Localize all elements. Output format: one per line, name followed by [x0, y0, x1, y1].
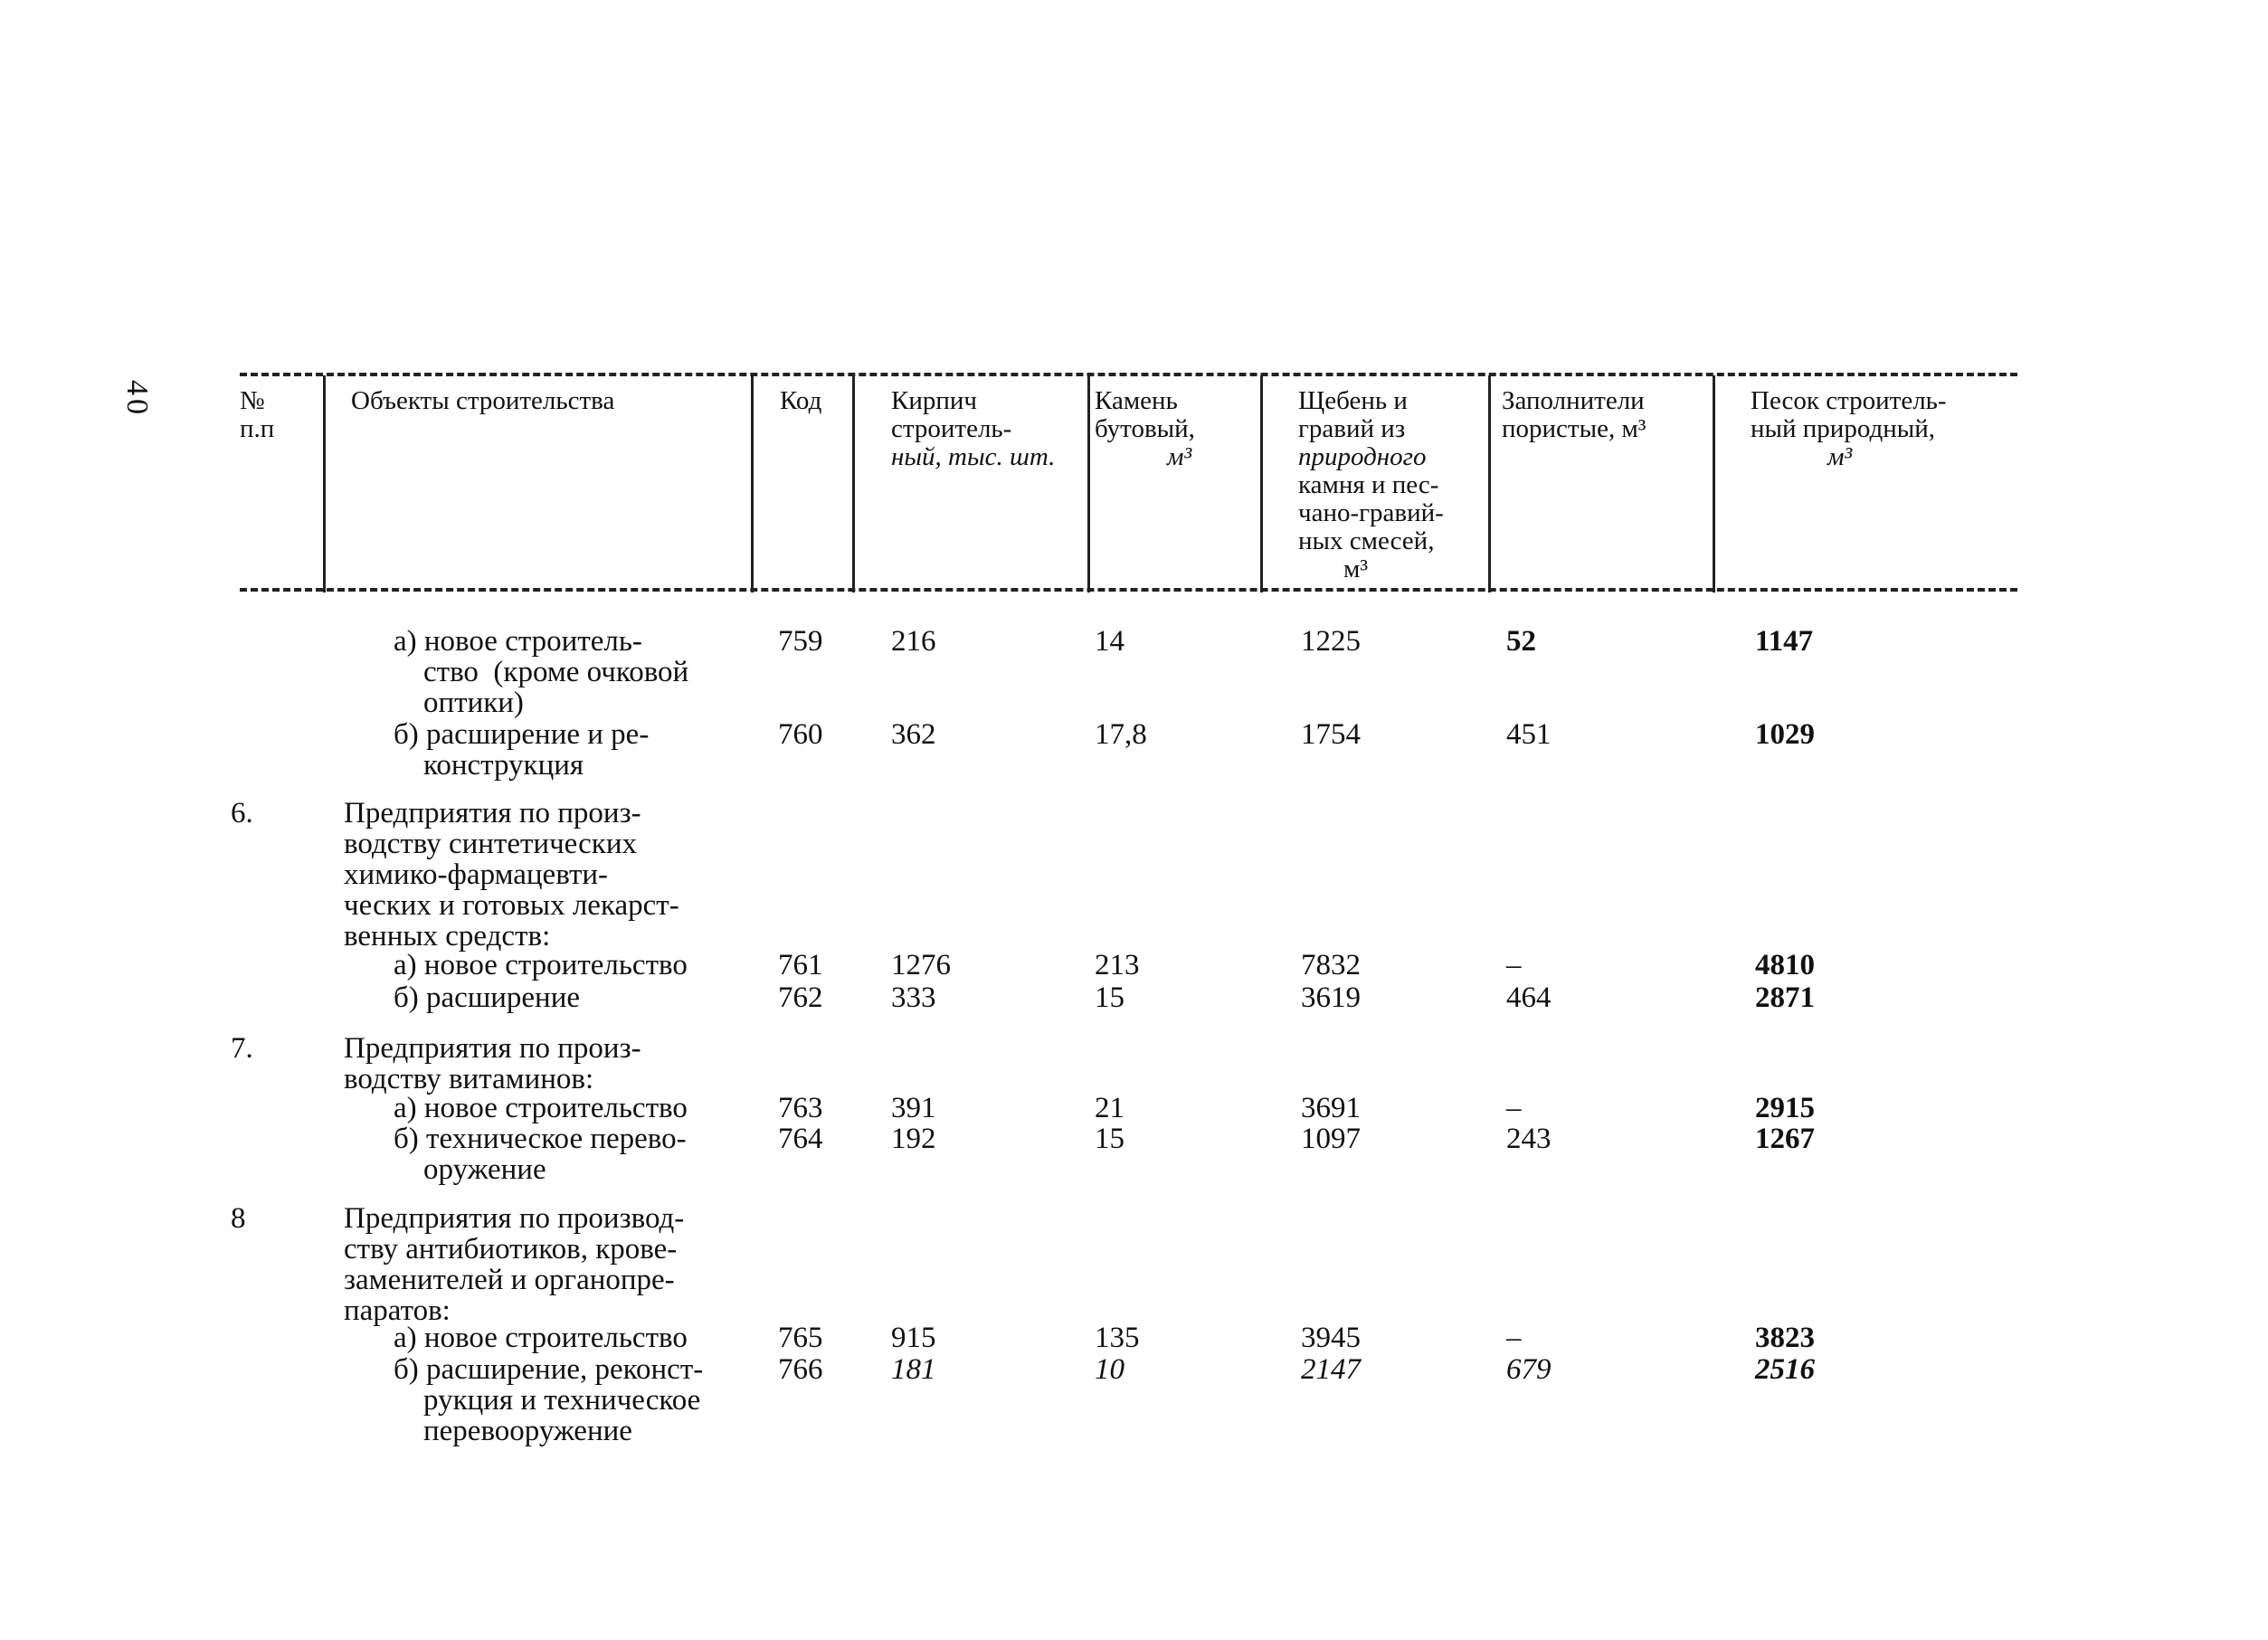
- cell-gravel: 3619: [1301, 981, 1361, 1014]
- cell-code: 762: [778, 981, 823, 1014]
- group-label: Предприятия по произ- водству витаминов:: [344, 1032, 641, 1095]
- row-label: а) новое строительство: [394, 1092, 688, 1124]
- column-divider: [1713, 375, 1715, 592]
- row-label: б) техническое перево- оружение: [394, 1123, 687, 1186]
- cell-stone: 15: [1095, 1123, 1125, 1155]
- header-sand: Песок строитель- ный природный, м³: [1751, 386, 1947, 471]
- row-label: а) новое строительство: [394, 949, 688, 981]
- cell-code: 766: [778, 1353, 823, 1386]
- column-divider: [1087, 375, 1090, 592]
- cell-stone: 21: [1095, 1092, 1125, 1124]
- column-divider: [852, 375, 855, 592]
- header-gravel: Щебень и гравий из природного камня и пес- чано-гравий- ных смесей, м³: [1298, 386, 1444, 583]
- cell-code: 763: [778, 1092, 823, 1124]
- cell-sand: 1147: [1755, 625, 1814, 658]
- header-objects: Объекты строительства: [351, 386, 615, 415]
- cell-code: 759: [778, 625, 823, 658]
- column-divider: [1488, 375, 1491, 592]
- cell-sand: 1029: [1755, 718, 1815, 751]
- header-num: № п.п: [240, 386, 275, 443]
- row-num: 6.: [231, 797, 253, 829]
- cell-stone: 17,8: [1095, 718, 1147, 751]
- cell-brick: 391: [891, 1092, 936, 1124]
- cell-stone: 10: [1095, 1353, 1125, 1386]
- cell-brick: 216: [891, 625, 936, 658]
- cell-stone: 15: [1095, 981, 1125, 1014]
- cell-gravel: 1097: [1301, 1123, 1361, 1155]
- header-brick: Кирпич строитель- ный, тыс. шт.: [891, 386, 1056, 471]
- cell-sand: 4810: [1755, 949, 1815, 981]
- group-label: Предприятия по произ- водству синтетических химико-фармацевти- ческих и готовых лекарст- венных средств:: [344, 797, 679, 953]
- cell-brick: 362: [891, 718, 936, 751]
- cell-stone: 14: [1095, 625, 1125, 658]
- header-code: Код: [780, 386, 822, 415]
- cell-sand: 2915: [1755, 1092, 1815, 1124]
- column-divider: [1260, 375, 1263, 592]
- cell-sand: 2516: [1755, 1353, 1815, 1386]
- cell-filler: –: [1506, 949, 1522, 981]
- cell-sand: 1267: [1755, 1123, 1815, 1155]
- row-label: а) новое строительство: [394, 1322, 688, 1354]
- cell-sand: 3823: [1755, 1322, 1815, 1354]
- cell-gravel: 7832: [1301, 949, 1361, 981]
- row-num: 8: [231, 1202, 246, 1235]
- cell-filler: –: [1506, 1322, 1522, 1354]
- row-label: б) расширение, реконст- рукция и техническое перевооружение: [394, 1353, 704, 1447]
- cell-filler: 679: [1506, 1353, 1552, 1386]
- column-divider: [323, 375, 326, 592]
- cell-gravel: 1225: [1301, 625, 1361, 658]
- row-label: б) расширение: [394, 981, 581, 1014]
- cell-brick: 1276: [891, 949, 951, 981]
- cell-filler: –: [1506, 1092, 1522, 1124]
- cell-gravel: 3691: [1301, 1092, 1361, 1124]
- cell-stone: 213: [1095, 949, 1140, 981]
- cell-filler: 52: [1506, 625, 1536, 658]
- cell-filler: 243: [1506, 1123, 1552, 1155]
- group-label: Предприятия по производ- ству антибиотиков, крове- заменителей и органопре- паратов:: [344, 1202, 685, 1327]
- cell-brick: 333: [891, 981, 936, 1014]
- cell-code: 761: [778, 949, 823, 981]
- header-filler: Заполнители пористые, м³: [1502, 386, 1646, 443]
- row-label: а) новое строитель- ство (кроме очковой оптики): [394, 625, 689, 719]
- cell-filler: 464: [1506, 981, 1552, 1014]
- cell-code: 764: [778, 1123, 823, 1155]
- column-divider: [751, 375, 754, 592]
- cell-brick: 192: [891, 1123, 936, 1155]
- header-top-rule: [240, 373, 2017, 376]
- cell-code: 760: [778, 718, 823, 751]
- cell-brick: 915: [891, 1322, 936, 1354]
- row-num: 7.: [231, 1032, 253, 1065]
- header-bottom-rule: [240, 588, 2017, 592]
- row-label: б) расширение и ре- конструкция: [394, 718, 650, 782]
- cell-gravel: 3945: [1301, 1322, 1361, 1354]
- cell-stone: 135: [1095, 1322, 1140, 1354]
- cell-brick: 181: [891, 1353, 936, 1386]
- cell-filler: 451: [1506, 718, 1552, 751]
- cell-gravel: 1754: [1301, 718, 1361, 751]
- header-stone: Камень бутовый, м³: [1095, 386, 1195, 471]
- page-number: 40: [120, 380, 154, 418]
- cell-code: 765: [778, 1322, 823, 1354]
- cell-gravel: 2147: [1301, 1353, 1361, 1386]
- cell-sand: 2871: [1755, 981, 1815, 1014]
